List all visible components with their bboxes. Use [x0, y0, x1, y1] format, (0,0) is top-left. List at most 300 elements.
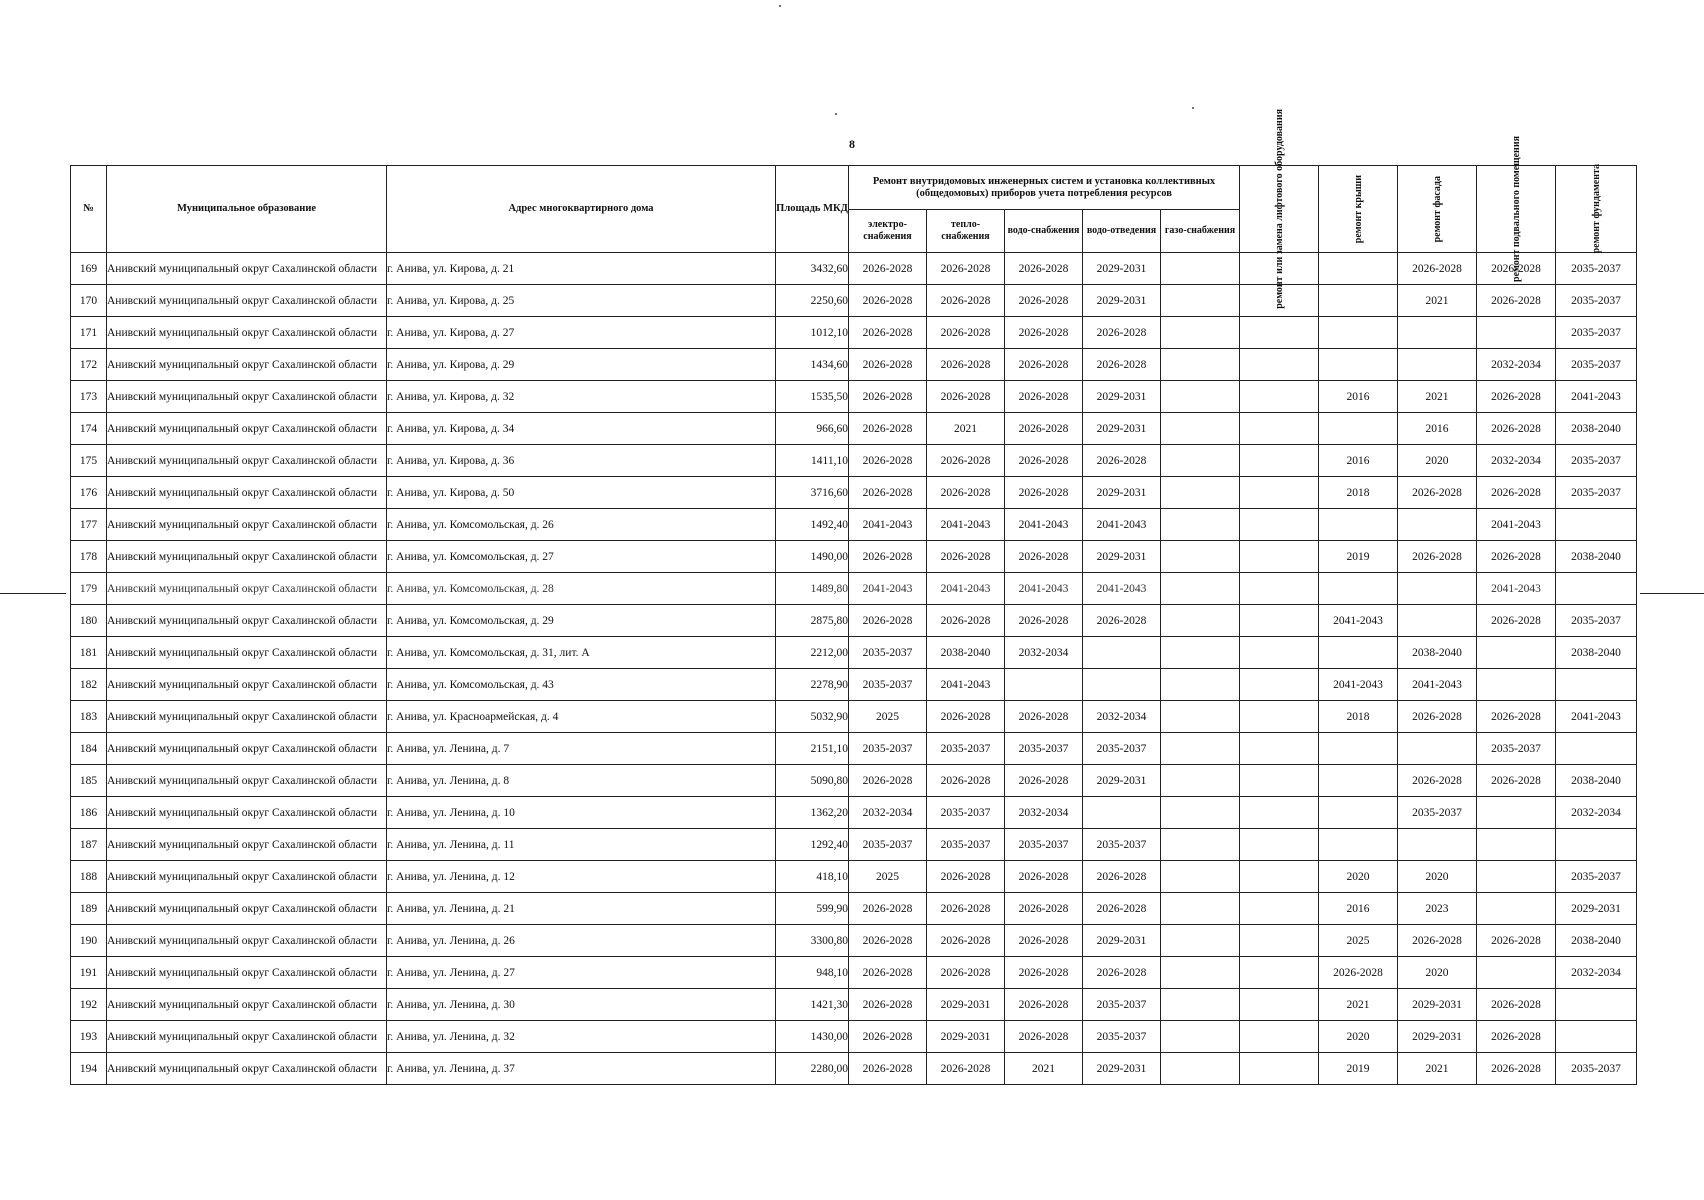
- heat-cell: 2035-2037: [927, 733, 1005, 765]
- table-row: [71, 829, 1637, 861]
- facade-cell: [1398, 733, 1477, 765]
- water-cell: 2026-2028: [1005, 285, 1083, 317]
- basement-cell: 2026-2028: [1477, 1053, 1556, 1085]
- area-cell: 1434,60: [776, 349, 849, 381]
- roof-cell: 2016: [1319, 381, 1398, 413]
- electric-cell: 2026-2028: [849, 285, 927, 317]
- facade-cell: 2021: [1398, 381, 1477, 413]
- water-cell: 2026-2028: [1005, 1021, 1083, 1053]
- row-number: 191: [71, 957, 107, 989]
- municipality-cell: Анивский муниципальный округ Сахалинской области: [107, 797, 387, 829]
- gas-cell: [1161, 605, 1240, 637]
- header-municipality: Муниципальное образование: [107, 166, 387, 253]
- roof-cell: [1319, 573, 1398, 605]
- heat-cell: 2026-2028: [927, 349, 1005, 381]
- facade-cell: 2026-2028: [1398, 253, 1477, 285]
- row-number: 173: [71, 381, 107, 413]
- address-cell: г. Анива, ул. Кирова, д. 21: [387, 253, 776, 285]
- water-cell: 2026-2028: [1005, 925, 1083, 957]
- elevator-cell: [1240, 477, 1319, 509]
- electric-cell: 2035-2037: [849, 669, 927, 701]
- municipality-cell: Анивский муниципальный округ Сахалинской области: [107, 541, 387, 573]
- row-number: 179: [71, 573, 107, 605]
- scan-speck: [835, 113, 837, 115]
- gas-cell: [1161, 381, 1240, 413]
- heat-cell: 2026-2028: [927, 445, 1005, 477]
- roof-cell: 2026-2028: [1319, 957, 1398, 989]
- area-cell: 2250,60: [776, 285, 849, 317]
- row-number: 188: [71, 861, 107, 893]
- basement-cell: 2026-2028: [1477, 477, 1556, 509]
- area-cell: 1490,00: [776, 541, 849, 573]
- electric-cell: 2026-2028: [849, 605, 927, 637]
- roof-cell: 2041-2043: [1319, 669, 1398, 701]
- municipality-cell: Анивский муниципальный округ Сахалинской области: [107, 893, 387, 925]
- elevator-cell: [1240, 989, 1319, 1021]
- sewer-cell: 2029-2031: [1083, 1053, 1161, 1085]
- foundation-cell: 2032-2034: [1556, 957, 1637, 989]
- gas-cell: [1161, 829, 1240, 861]
- elevator-cell: [1240, 637, 1319, 669]
- header-electric: электро-снабжения: [849, 210, 927, 253]
- elevator-cell: [1240, 1053, 1319, 1085]
- area-cell: 2280,00: [776, 1053, 849, 1085]
- gas-cell: [1161, 573, 1240, 605]
- area-cell: 2278,90: [776, 669, 849, 701]
- sewer-cell: 2029-2031: [1083, 765, 1161, 797]
- table-row: [71, 701, 1637, 733]
- address-cell: г. Анива, ул. Ленина, д. 11: [387, 829, 776, 861]
- roof-cell: [1319, 509, 1398, 541]
- header-water: водо-снабжения: [1005, 210, 1083, 253]
- basement-cell: 2026-2028: [1477, 381, 1556, 413]
- address-cell: г. Анива, ул. Комсомольская, д. 43: [387, 669, 776, 701]
- foundation-cell: [1556, 733, 1637, 765]
- water-cell: 2035-2037: [1005, 829, 1083, 861]
- sewer-cell: [1083, 669, 1161, 701]
- foundation-cell: 2035-2037: [1556, 317, 1637, 349]
- basement-cell: 2032-2034: [1477, 349, 1556, 381]
- roof-cell: 2020: [1319, 861, 1398, 893]
- water-cell: 2026-2028: [1005, 605, 1083, 637]
- elevator-cell: [1240, 381, 1319, 413]
- basement-cell: 2035-2037: [1477, 733, 1556, 765]
- elevator-cell: [1240, 861, 1319, 893]
- sewer-cell: 2035-2037: [1083, 829, 1161, 861]
- area-cell: 5032,90: [776, 701, 849, 733]
- row-number: 184: [71, 733, 107, 765]
- address-cell: г. Анива, ул. Ленина, д. 26: [387, 925, 776, 957]
- facade-cell: 2029-2031: [1398, 1021, 1477, 1053]
- electric-cell: 2026-2028: [849, 317, 927, 349]
- foundation-cell: [1556, 829, 1637, 861]
- area-cell: 2875,80: [776, 605, 849, 637]
- basement-cell: 2026-2028: [1477, 1021, 1556, 1053]
- foundation-cell: [1556, 989, 1637, 1021]
- gas-cell: [1161, 445, 1240, 477]
- electric-cell: 2026-2028: [849, 957, 927, 989]
- sewer-cell: 2029-2031: [1083, 541, 1161, 573]
- facade-cell: 2021: [1398, 285, 1477, 317]
- address-cell: г. Анива, ул. Ленина, д. 8: [387, 765, 776, 797]
- header-facade: ремонт фасада: [1398, 166, 1477, 253]
- foundation-cell: 2041-2043: [1556, 701, 1637, 733]
- basement-cell: 2026-2028: [1477, 989, 1556, 1021]
- heat-cell: 2026-2028: [927, 285, 1005, 317]
- header-address: Адрес многоквартирного дома: [387, 166, 776, 253]
- electric-cell: 2026-2028: [849, 925, 927, 957]
- table-row: [71, 893, 1637, 925]
- basement-cell: 2026-2028: [1477, 253, 1556, 285]
- roof-cell: 2018: [1319, 701, 1398, 733]
- electric-cell: 2026-2028: [849, 413, 927, 445]
- table-row: [71, 413, 1637, 445]
- row-number: 170: [71, 285, 107, 317]
- water-cell: 2021: [1005, 1053, 1083, 1085]
- electric-cell: 2035-2037: [849, 637, 927, 669]
- municipality-cell: Анивский муниципальный округ Сахалинской области: [107, 829, 387, 861]
- electric-cell: 2026-2028: [849, 541, 927, 573]
- municipality-cell: Анивский муниципальный округ Сахалинской области: [107, 669, 387, 701]
- table-row: [71, 541, 1637, 573]
- facade-cell: [1398, 605, 1477, 637]
- gas-cell: [1161, 1021, 1240, 1053]
- sewer-cell: 2026-2028: [1083, 893, 1161, 925]
- foundation-cell: 2035-2037: [1556, 253, 1637, 285]
- water-cell: 2026-2028: [1005, 989, 1083, 1021]
- heat-cell: 2026-2028: [927, 765, 1005, 797]
- basement-cell: [1477, 829, 1556, 861]
- water-cell: 2026-2028: [1005, 413, 1083, 445]
- area-cell: 2212,00: [776, 637, 849, 669]
- sewer-cell: 2026-2028: [1083, 445, 1161, 477]
- address-cell: г. Анива, ул. Кирова, д. 50: [387, 477, 776, 509]
- gas-cell: [1161, 317, 1240, 349]
- area-cell: 1012,10: [776, 317, 849, 349]
- sewer-cell: 2026-2028: [1083, 861, 1161, 893]
- elevator-cell: [1240, 445, 1319, 477]
- municipality-cell: Анивский муниципальный округ Сахалинской области: [107, 637, 387, 669]
- roof-cell: [1319, 829, 1398, 861]
- heat-cell: 2026-2028: [927, 477, 1005, 509]
- area-cell: 1430,00: [776, 1021, 849, 1053]
- municipality-cell: Анивский муниципальный округ Сахалинской области: [107, 765, 387, 797]
- foundation-cell: 2035-2037: [1556, 605, 1637, 637]
- basement-cell: 2026-2028: [1477, 285, 1556, 317]
- elevator-cell: [1240, 317, 1319, 349]
- water-cell: 2026-2028: [1005, 861, 1083, 893]
- foundation-cell: 2035-2037: [1556, 1053, 1637, 1085]
- sewer-cell: 2041-2043: [1083, 509, 1161, 541]
- elevator-cell: [1240, 957, 1319, 989]
- sewer-cell: 2035-2037: [1083, 989, 1161, 1021]
- electric-cell: 2026-2028: [849, 349, 927, 381]
- table-row: [71, 989, 1637, 1021]
- facade-cell: 2026-2028: [1398, 701, 1477, 733]
- address-cell: г. Анива, ул. Кирова, д. 32: [387, 381, 776, 413]
- water-cell: 2026-2028: [1005, 541, 1083, 573]
- table-row: [71, 445, 1637, 477]
- heat-cell: 2038-2040: [927, 637, 1005, 669]
- elevator-cell: [1240, 925, 1319, 957]
- address-cell: г. Анива, ул. Кирова, д. 25: [387, 285, 776, 317]
- water-cell: 2041-2043: [1005, 573, 1083, 605]
- basement-cell: [1477, 861, 1556, 893]
- area-cell: 1492,40: [776, 509, 849, 541]
- water-cell: 2041-2043: [1005, 509, 1083, 541]
- foundation-cell: [1556, 509, 1637, 541]
- gas-cell: [1161, 1053, 1240, 1085]
- roof-cell: 2025: [1319, 925, 1398, 957]
- roof-cell: [1319, 765, 1398, 797]
- heat-cell: 2026-2028: [927, 317, 1005, 349]
- address-cell: г. Анива, ул. Ленина, д. 21: [387, 893, 776, 925]
- water-cell: 2035-2037: [1005, 733, 1083, 765]
- electric-cell: 2026-2028: [849, 1021, 927, 1053]
- basement-cell: [1477, 957, 1556, 989]
- heat-cell: 2041-2043: [927, 573, 1005, 605]
- electric-cell: 2026-2028: [849, 989, 927, 1021]
- basement-cell: 2026-2028: [1477, 765, 1556, 797]
- heat-cell: 2041-2043: [927, 669, 1005, 701]
- facade-cell: 2023: [1398, 893, 1477, 925]
- elevator-cell: [1240, 829, 1319, 861]
- table-row: [71, 605, 1637, 637]
- foundation-cell: 2038-2040: [1556, 765, 1637, 797]
- gas-cell: [1161, 541, 1240, 573]
- table-row: [71, 669, 1637, 701]
- roof-cell: [1319, 733, 1398, 765]
- municipality-cell: Анивский муниципальный округ Сахалинской области: [107, 477, 387, 509]
- address-cell: г. Анива, ул. Ленина, д. 7: [387, 733, 776, 765]
- electric-cell: 2026-2028: [849, 477, 927, 509]
- water-cell: 2026-2028: [1005, 957, 1083, 989]
- area-cell: 418,10: [776, 861, 849, 893]
- roof-cell: 2016: [1319, 445, 1398, 477]
- facade-cell: 2026-2028: [1398, 541, 1477, 573]
- row-number: 185: [71, 765, 107, 797]
- sewer-cell: [1083, 797, 1161, 829]
- heat-cell: 2026-2028: [927, 861, 1005, 893]
- electric-cell: 2035-2037: [849, 733, 927, 765]
- table-row: [71, 861, 1637, 893]
- area-cell: 1535,50: [776, 381, 849, 413]
- page-number: 8: [849, 137, 855, 151]
- address-cell: г. Анива, ул. Кирова, д. 36: [387, 445, 776, 477]
- scan-speck: [1192, 107, 1194, 109]
- sewer-cell: 2035-2037: [1083, 1021, 1161, 1053]
- foundation-cell: [1556, 1021, 1637, 1053]
- area-cell: 966,60: [776, 413, 849, 445]
- table-row: [71, 349, 1637, 381]
- gas-cell: [1161, 733, 1240, 765]
- facade-cell: 2041-2043: [1398, 669, 1477, 701]
- gas-cell: [1161, 637, 1240, 669]
- facade-cell: [1398, 829, 1477, 861]
- row-number: 172: [71, 349, 107, 381]
- basement-cell: 2032-2034: [1477, 445, 1556, 477]
- elevator-cell: [1240, 701, 1319, 733]
- sewer-cell: 2032-2034: [1083, 701, 1161, 733]
- sewer-cell: 2041-2043: [1083, 573, 1161, 605]
- gas-cell: [1161, 797, 1240, 829]
- water-cell: 2026-2028: [1005, 317, 1083, 349]
- table-row: [71, 765, 1637, 797]
- table-row: [71, 509, 1637, 541]
- basement-cell: [1477, 317, 1556, 349]
- roof-cell: [1319, 637, 1398, 669]
- electric-cell: 2026-2028: [849, 253, 927, 285]
- heat-cell: 2026-2028: [927, 893, 1005, 925]
- heat-cell: 2026-2028: [927, 541, 1005, 573]
- foundation-cell: 2041-2043: [1556, 381, 1637, 413]
- sewer-cell: 2029-2031: [1083, 253, 1161, 285]
- facade-cell: 2020: [1398, 445, 1477, 477]
- table-row: [71, 925, 1637, 957]
- foundation-cell: 2029-2031: [1556, 893, 1637, 925]
- header-gas: газо-снабжения: [1161, 210, 1240, 253]
- municipality-cell: Анивский муниципальный округ Сахалинской области: [107, 861, 387, 893]
- heat-cell: 2041-2043: [927, 509, 1005, 541]
- row-number: 186: [71, 797, 107, 829]
- address-cell: г. Анива, ул. Комсомольская, д. 26: [387, 509, 776, 541]
- sewer-cell: 2029-2031: [1083, 381, 1161, 413]
- facade-cell: 2026-2028: [1398, 765, 1477, 797]
- address-cell: г. Анива, ул. Ленина, д. 37: [387, 1053, 776, 1085]
- area-cell: 948,10: [776, 957, 849, 989]
- roof-cell: [1319, 317, 1398, 349]
- municipality-cell: Анивский муниципальный округ Сахалинской области: [107, 1021, 387, 1053]
- foundation-cell: 2038-2040: [1556, 637, 1637, 669]
- elevator-cell: [1240, 541, 1319, 573]
- roof-cell: [1319, 349, 1398, 381]
- table-row: [71, 253, 1637, 285]
- address-cell: г. Анива, ул. Красноармейская, д. 4: [387, 701, 776, 733]
- table-row: [71, 797, 1637, 829]
- header-engineering-systems: Ремонт внутридомовых инженерных систем и установка коллективных (общедомовых) приборов учета потребления ресурсов: [849, 166, 1240, 210]
- row-number: 174: [71, 413, 107, 445]
- water-cell: 2026-2028: [1005, 477, 1083, 509]
- table-row: [71, 477, 1637, 509]
- facade-cell: 2029-2031: [1398, 989, 1477, 1021]
- foundation-cell: 2035-2037: [1556, 445, 1637, 477]
- area-cell: 599,90: [776, 893, 849, 925]
- row-number: 177: [71, 509, 107, 541]
- facade-cell: 2016: [1398, 413, 1477, 445]
- address-cell: г. Анива, ул. Кирова, д. 29: [387, 349, 776, 381]
- facade-cell: 2026-2028: [1398, 477, 1477, 509]
- foundation-cell: [1556, 573, 1637, 605]
- basement-cell: [1477, 669, 1556, 701]
- area-cell: 5090,80: [776, 765, 849, 797]
- municipality-cell: Анивский муниципальный округ Сахалинской области: [107, 253, 387, 285]
- municipality-cell: Анивский муниципальный округ Сахалинской области: [107, 349, 387, 381]
- municipality-cell: Анивский муниципальный округ Сахалинской области: [107, 381, 387, 413]
- electric-cell: 2026-2028: [849, 1053, 927, 1085]
- row-number: 181: [71, 637, 107, 669]
- row-number: 182: [71, 669, 107, 701]
- water-cell: 2026-2028: [1005, 349, 1083, 381]
- roof-cell: [1319, 285, 1398, 317]
- municipality-cell: Анивский муниципальный округ Сахалинской области: [107, 509, 387, 541]
- strike-line-left: [0, 593, 66, 594]
- area-cell: 3300,80: [776, 925, 849, 957]
- gas-cell: [1161, 669, 1240, 701]
- facade-cell: [1398, 317, 1477, 349]
- roof-cell: 2019: [1319, 541, 1398, 573]
- table-row: [71, 285, 1637, 317]
- electric-cell: 2041-2043: [849, 573, 927, 605]
- facade-cell: [1398, 349, 1477, 381]
- municipality-cell: Анивский муниципальный округ Сахалинской области: [107, 733, 387, 765]
- electric-cell: 2025: [849, 701, 927, 733]
- electric-cell: 2025: [849, 861, 927, 893]
- foundation-cell: 2038-2040: [1556, 413, 1637, 445]
- heat-cell: 2035-2037: [927, 797, 1005, 829]
- foundation-cell: 2035-2037: [1556, 861, 1637, 893]
- gas-cell: [1161, 893, 1240, 925]
- address-cell: г. Анива, ул. Комсомольская, д. 29: [387, 605, 776, 637]
- sewer-cell: [1083, 637, 1161, 669]
- gas-cell: [1161, 925, 1240, 957]
- facade-cell: 2020: [1398, 861, 1477, 893]
- facade-cell: 2026-2028: [1398, 925, 1477, 957]
- heat-cell: 2029-2031: [927, 1021, 1005, 1053]
- elevator-cell: [1240, 1021, 1319, 1053]
- sewer-cell: 2026-2028: [1083, 957, 1161, 989]
- municipality-cell: Анивский муниципальный округ Сахалинской области: [107, 413, 387, 445]
- address-cell: г. Анива, ул. Кирова, д. 27: [387, 317, 776, 349]
- facade-cell: 2038-2040: [1398, 637, 1477, 669]
- area-cell: 1292,40: [776, 829, 849, 861]
- elevator-cell: [1240, 669, 1319, 701]
- water-cell: 2026-2028: [1005, 445, 1083, 477]
- row-number: 180: [71, 605, 107, 637]
- row-number: 171: [71, 317, 107, 349]
- area-cell: 1489,80: [776, 573, 849, 605]
- row-number: 169: [71, 253, 107, 285]
- row-number: 178: [71, 541, 107, 573]
- table-body: [71, 253, 1637, 1085]
- address-cell: г. Анива, ул. Комсомольская, д. 27: [387, 541, 776, 573]
- electric-cell: 2026-2028: [849, 445, 927, 477]
- sewer-cell: 2029-2031: [1083, 925, 1161, 957]
- row-number: 183: [71, 701, 107, 733]
- heat-cell: 2026-2028: [927, 1053, 1005, 1085]
- elevator-cell: [1240, 797, 1319, 829]
- municipality-cell: Анивский муниципальный округ Сахалинской области: [107, 925, 387, 957]
- area-cell: 3432,60: [776, 253, 849, 285]
- heat-cell: 2026-2028: [927, 957, 1005, 989]
- address-cell: г. Анива, ул. Ленина, д. 12: [387, 861, 776, 893]
- water-cell: [1005, 669, 1083, 701]
- foundation-cell: 2035-2037: [1556, 349, 1637, 381]
- area-cell: 1421,30: [776, 989, 849, 1021]
- elevator-cell: [1240, 893, 1319, 925]
- electric-cell: 2032-2034: [849, 797, 927, 829]
- heat-cell: 2021: [927, 413, 1005, 445]
- area-cell: 3716,60: [776, 477, 849, 509]
- water-cell: 2026-2028: [1005, 765, 1083, 797]
- header-number: №: [71, 166, 107, 253]
- address-cell: г. Анива, ул. Комсомольская, д. 28: [387, 573, 776, 605]
- water-cell: 2026-2028: [1005, 253, 1083, 285]
- address-cell: г. Анива, ул. Ленина, д. 30: [387, 989, 776, 1021]
- strike-line-right: [1640, 593, 1704, 594]
- municipality-cell: Анивский муниципальный округ Сахалинской области: [107, 285, 387, 317]
- row-number: 176: [71, 477, 107, 509]
- basement-cell: 2026-2028: [1477, 541, 1556, 573]
